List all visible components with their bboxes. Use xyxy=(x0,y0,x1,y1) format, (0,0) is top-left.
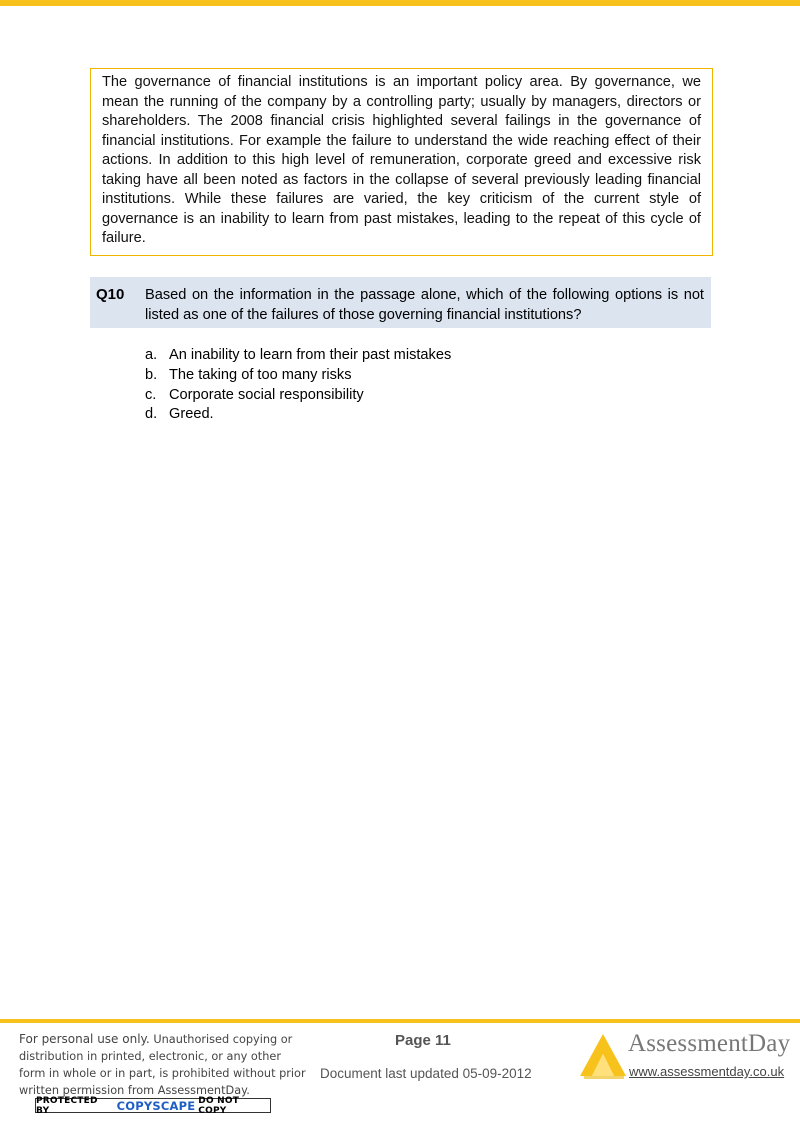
copyscape-brand: COPYSCAPE xyxy=(116,1098,196,1113)
answer-options xyxy=(145,346,451,425)
notice-lead: For personal use only. xyxy=(19,1032,150,1046)
option-letter: d. xyxy=(145,406,158,423)
option-c[interactable] xyxy=(145,386,451,406)
option-d[interactable] xyxy=(145,405,451,425)
brand-url-link[interactable]: www.assessmentday.co.uk xyxy=(629,1064,785,1079)
reading-passage xyxy=(90,68,713,256)
footer-accent-bar xyxy=(0,1019,800,1023)
copyscape-badge[interactable] xyxy=(35,1095,271,1116)
notice-body: Unauthorised copying or distribution in printed, electronic, or any other form in whole or in part, is prohibited without prior written permission from AssessmentDay. xyxy=(19,1033,306,1097)
option-text: Corporate social responsibility xyxy=(169,386,364,403)
option-letter: a. xyxy=(145,347,158,363)
option-letter: b. xyxy=(145,366,158,383)
page-number: Page 11 xyxy=(395,1032,451,1049)
option-text: The taking of too many risks xyxy=(169,366,352,383)
brand-name: AssessmentDay xyxy=(628,1030,791,1057)
top-accent-bar xyxy=(0,0,800,6)
question-number: Q10 xyxy=(96,286,125,303)
option-a[interactable] xyxy=(145,346,451,366)
copyscape-suffix: DO NOT COPY xyxy=(198,1095,240,1116)
passage-text: The governance of financial institutions is an important policy area. By governance, we mean the running of the company by a controlling party; usually by managers, directors or shareholders. The 2008 financial crisis highlighted several failings in the governance of financial institutions. For example the failure to understand the wide reaching effect of their actions. In addition to this high level of remuneration, corporate greed and excessive risk taking have all been noted as factors in the collapse of several previously leading financial institutions. While these failures are varied, the key criticism of the current style of governance is an inability to learn from past mistakes, leading to the repeat of this cycle of failure. xyxy=(102,74,701,246)
option-text: An inability to learn from their past mistakes xyxy=(169,347,452,363)
last-updated-date: Document last updated 05-09-2012 xyxy=(320,1066,532,1081)
assessmentday-logo-icon xyxy=(578,1032,628,1080)
option-letter: c. xyxy=(145,386,157,403)
question-box xyxy=(90,277,711,328)
question-text: Based on the information in the passage alone, which of the following options is not listed as one of the failures of those governing financial institutions? xyxy=(145,287,704,323)
option-text: Greed. xyxy=(169,406,214,423)
copyright-notice xyxy=(19,1031,309,1099)
copyscape-prefix: PROTECTED BY xyxy=(36,1095,98,1116)
option-b[interactable] xyxy=(145,366,451,386)
